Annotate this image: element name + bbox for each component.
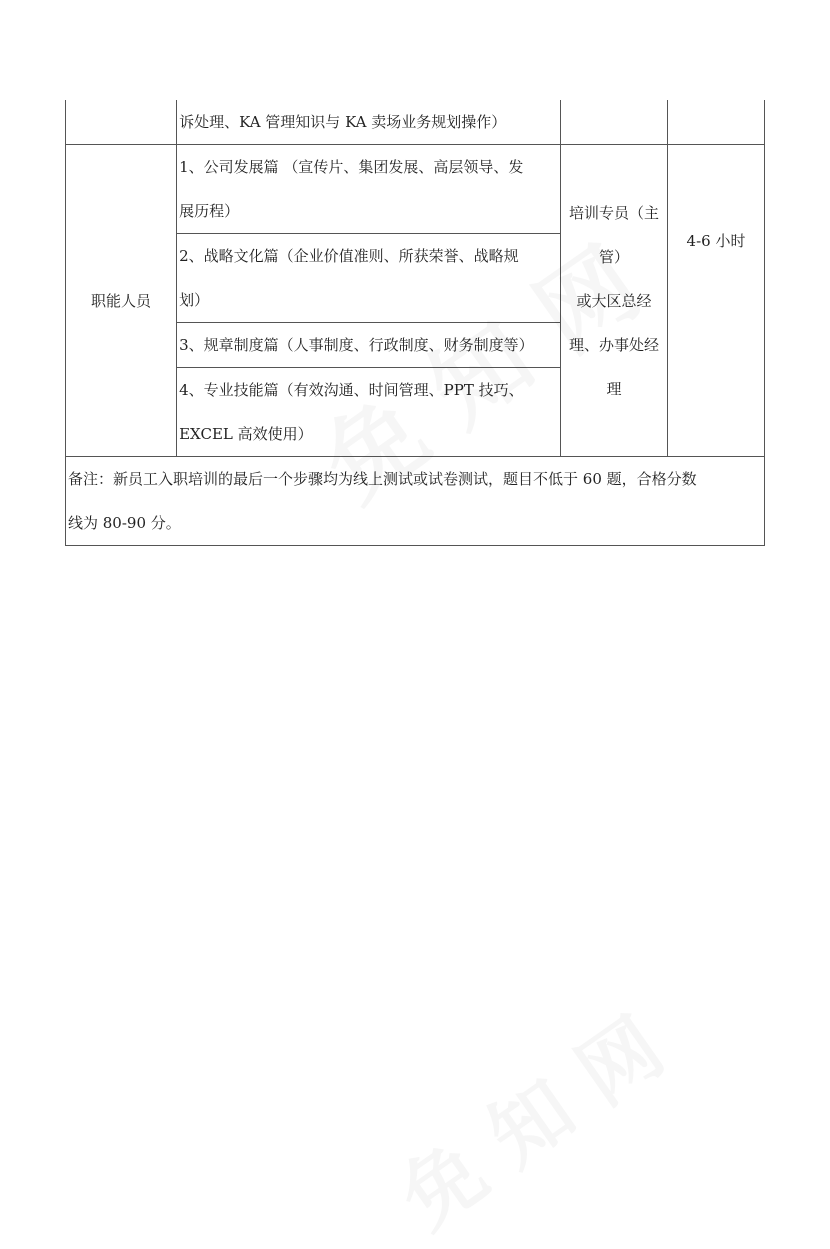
- training-table: [65, 100, 765, 546]
- content-cell-item-1: [177, 145, 561, 234]
- trainer-line-2: 管）: [598, 247, 629, 266]
- trainer-line-1: 培训专员（主: [568, 203, 659, 222]
- item-2-line-1: 2、战略文化篇（企业价值准则、所获荣誉、战略规: [179, 247, 519, 265]
- duration-value: 4-6 小时: [686, 231, 746, 250]
- item-4-line-2: EXCEL 高效使用）: [179, 425, 313, 443]
- note-line-1: 备注：新员工入职培训的最后一个步骤均为线上测试或试卷测试，题目不低于 60 题，合格分数: [68, 470, 697, 488]
- table-row-continuation: [66, 100, 765, 145]
- continuation-text: 诉处理、KA 管理知识与 KA 卖场业务规划操作）: [179, 113, 507, 131]
- content-cell-continuation: [177, 100, 561, 145]
- time-cell-empty: [668, 100, 765, 145]
- watermark-text-2: [384, 1000, 680, 1246]
- trainer-line-3: 或大区总经: [576, 291, 652, 310]
- role-label: 职能人员: [91, 291, 152, 310]
- role-cell-staff: [66, 145, 177, 457]
- item-2-line-2: 划）: [179, 291, 210, 309]
- item-3-line-1: 3、规章制度篇（人事制度、行政制度、财务制度等）: [179, 336, 534, 354]
- trainer-line-4: 理、办事处经: [568, 335, 659, 354]
- content-cell-item-4: [177, 368, 561, 457]
- note-line-2: 线为 80-90 分。: [68, 514, 181, 532]
- table-row-note: [66, 457, 765, 546]
- item-4-line-1: 4、专业技能篇（有效沟通、时间管理、PPT 技巧、: [179, 381, 524, 399]
- item-1-line-1: 1、公司发展篇 （宣传片、集团发展、高层领导、发: [179, 158, 524, 176]
- role-cell-empty: [66, 100, 177, 145]
- trainer-line-5: 理: [606, 379, 622, 398]
- duration-cell: [668, 145, 765, 457]
- trainer-cell: [560, 145, 667, 457]
- watermark-logo-2: [374, 986, 682, 1249]
- note-cell: [66, 457, 765, 546]
- content-cell-item-2: [177, 234, 561, 323]
- table-row-staff-item-1: [66, 145, 765, 234]
- item-1-line-2: 展历程）: [179, 202, 240, 220]
- trainer-cell-empty: [560, 100, 667, 145]
- content-cell-item-3: [177, 323, 561, 368]
